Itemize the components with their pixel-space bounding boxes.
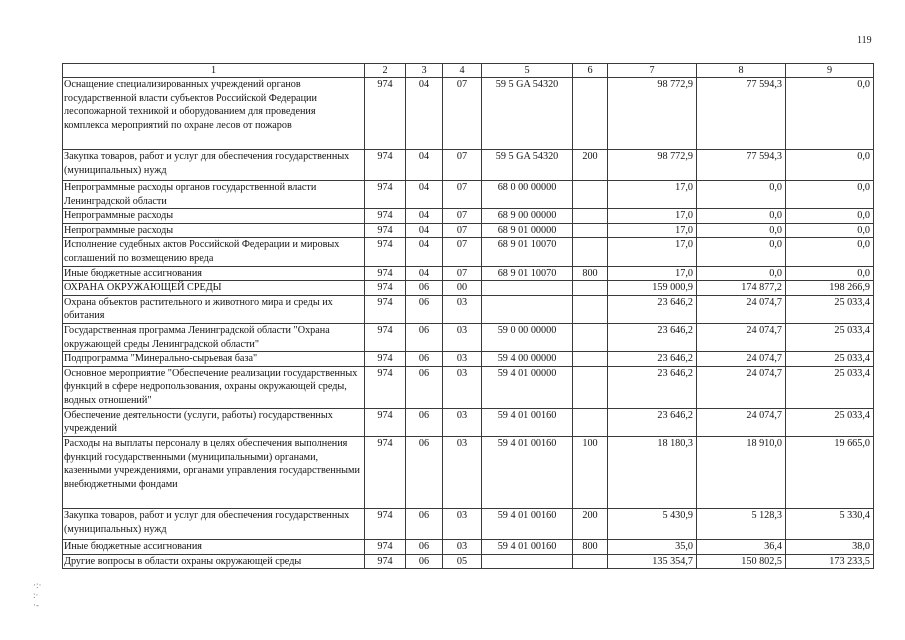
cell-code-6 (573, 323, 608, 351)
column-header: 9 (786, 64, 874, 78)
cell-code-5: 59 4 01 00160 (482, 436, 573, 508)
cell-code-6 (573, 238, 608, 266)
cell-value-8: 18 910,0 (697, 436, 786, 508)
cell-value-9: 25 033,4 (786, 295, 874, 323)
cell-value-9: 25 033,4 (786, 323, 874, 351)
margin-mark: ·:· (33, 580, 42, 590)
cell-code-3: 06 (406, 554, 443, 569)
cell-code-3: 06 (406, 436, 443, 508)
table-row (63, 150, 874, 181)
cell-code-2: 974 (365, 323, 406, 351)
cell-code-5: 68 0 00 00000 (482, 181, 573, 209)
cell-code-5: 59 4 01 00160 (482, 508, 573, 539)
cell-value-8: 0,0 (697, 266, 786, 281)
table-row (63, 209, 874, 224)
cell-code-3: 04 (406, 266, 443, 281)
cell-value-9: 0,0 (786, 150, 874, 181)
cell-value-7: 23 646,2 (608, 295, 697, 323)
cell-code-6 (573, 366, 608, 408)
cell-code-5: 59 4 01 00160 (482, 539, 573, 554)
cell-code-5: 59 4 00 00000 (482, 352, 573, 367)
cell-code-2: 974 (365, 209, 406, 224)
cell-value-9: 38,0 (786, 539, 874, 554)
cell-code-4: 03 (443, 366, 482, 408)
row-name: Основное мероприятие "Обеспечение реализации государственных функций в сфере недропользования, охраны окружающей среды, водных отношений" (63, 366, 365, 408)
cell-value-9: 173 233,5 (786, 554, 874, 569)
cell-code-3: 06 (406, 352, 443, 367)
page-number: 119 (857, 35, 872, 46)
cell-value-7: 98 772,9 (608, 78, 697, 150)
cell-value-9: 19 665,0 (786, 436, 874, 508)
cell-code-2: 974 (365, 78, 406, 150)
cell-code-4: 00 (443, 281, 482, 296)
cell-code-5 (482, 554, 573, 569)
column-header: 6 (573, 64, 608, 78)
cell-value-7: 35,0 (608, 539, 697, 554)
cell-value-9: 25 033,4 (786, 352, 874, 367)
cell-code-4: 07 (443, 209, 482, 224)
margin-mark: :· (33, 590, 39, 600)
cell-value-8: 174 877,2 (697, 281, 786, 296)
cell-code-4: 07 (443, 266, 482, 281)
cell-code-2: 974 (365, 352, 406, 367)
cell-code-3: 06 (406, 323, 443, 351)
table-row (63, 554, 874, 569)
cell-code-4: 03 (443, 295, 482, 323)
cell-value-8: 36,4 (697, 539, 786, 554)
row-name: Охрана объектов растительного и животного мира и среды их обитания (63, 295, 365, 323)
cell-code-2: 974 (365, 539, 406, 554)
table-row (63, 281, 874, 296)
cell-value-7: 18 180,3 (608, 436, 697, 508)
cell-value-8: 24 074,7 (697, 408, 786, 436)
column-header: 1 (63, 64, 365, 78)
cell-code-4: 07 (443, 150, 482, 181)
cell-value-7: 135 354,7 (608, 554, 697, 569)
cell-value-8: 24 074,7 (697, 323, 786, 351)
cell-value-9: 0,0 (786, 223, 874, 238)
table-row (63, 408, 874, 436)
cell-code-4: 05 (443, 554, 482, 569)
table-body (63, 64, 874, 569)
cell-value-7: 23 646,2 (608, 323, 697, 351)
row-name: Подпрограмма "Минерально-сырьевая база" (63, 352, 365, 367)
cell-value-7: 17,0 (608, 266, 697, 281)
cell-value-8: 77 594,3 (697, 78, 786, 150)
row-name: Государственная программа Ленинградской области "Охрана окружающей среды Ленинградской области" (63, 323, 365, 351)
table-row (63, 181, 874, 209)
row-name: ОХРАНА ОКРУЖАЮЩЕЙ СРЕДЫ (63, 281, 365, 296)
cell-value-9: 0,0 (786, 78, 874, 150)
cell-code-6 (573, 554, 608, 569)
cell-value-8: 77 594,3 (697, 150, 786, 181)
cell-code-4: 03 (443, 352, 482, 367)
row-name: Расходы на выплаты персоналу в целях обеспечения выполнения функций государственными (муниципальными) органами, казенными учреждениями, органами управления государственными внебюджетными фондами (63, 436, 365, 508)
row-name: Другие вопросы в области охраны окружающей среды (63, 554, 365, 569)
cell-code-5: 59 5 GA 54320 (482, 150, 573, 181)
cell-code-3: 04 (406, 238, 443, 266)
column-header: 2 (365, 64, 406, 78)
cell-value-9: 0,0 (786, 209, 874, 224)
cell-code-5: 59 0 00 00000 (482, 323, 573, 351)
cell-value-8: 0,0 (697, 181, 786, 209)
table-row (63, 295, 874, 323)
cell-value-8: 0,0 (697, 209, 786, 224)
row-name: Непрограммные расходы органов государственной власти Ленинградской области (63, 181, 365, 209)
cell-code-4: 03 (443, 508, 482, 539)
cell-value-8: 0,0 (697, 223, 786, 238)
cell-value-7: 159 000,9 (608, 281, 697, 296)
row-name: Закупка товаров, работ и услуг для обеспечения государственных (муниципальных) нужд (63, 150, 365, 181)
cell-code-3: 04 (406, 181, 443, 209)
cell-code-5: 68 9 01 10070 (482, 266, 573, 281)
cell-code-6 (573, 78, 608, 150)
budget-table (62, 63, 874, 569)
cell-value-7: 23 646,2 (608, 408, 697, 436)
cell-code-3: 06 (406, 281, 443, 296)
cell-code-6: 200 (573, 150, 608, 181)
cell-code-2: 974 (365, 281, 406, 296)
cell-value-9: 25 033,4 (786, 408, 874, 436)
cell-code-4: 07 (443, 181, 482, 209)
table-row (63, 323, 874, 351)
cell-code-6: 800 (573, 266, 608, 281)
column-header: 4 (443, 64, 482, 78)
table-row (63, 366, 874, 408)
row-name: Непрограммные расходы (63, 223, 365, 238)
margin-mark: ·- (33, 600, 39, 610)
table-row (63, 508, 874, 539)
cell-value-9: 0,0 (786, 266, 874, 281)
margin-marks (33, 580, 42, 610)
cell-code-2: 974 (365, 554, 406, 569)
cell-code-5: 68 9 01 10070 (482, 238, 573, 266)
cell-value-9: 25 033,4 (786, 366, 874, 408)
cell-code-6 (573, 281, 608, 296)
table-row (63, 436, 874, 508)
cell-code-6: 800 (573, 539, 608, 554)
cell-code-6 (573, 295, 608, 323)
cell-value-7: 98 772,9 (608, 150, 697, 181)
row-name: Закупка товаров, работ и услуг для обеспечения государственных (муниципальных) нужд (63, 508, 365, 539)
cell-code-3: 06 (406, 539, 443, 554)
table-row (63, 539, 874, 554)
cell-code-4: 03 (443, 408, 482, 436)
cell-value-8: 0,0 (697, 238, 786, 266)
table-header-row (63, 64, 874, 78)
cell-code-5: 68 9 00 00000 (482, 209, 573, 224)
cell-code-2: 974 (365, 266, 406, 281)
cell-code-3: 04 (406, 223, 443, 238)
cell-code-4: 07 (443, 223, 482, 238)
cell-code-2: 974 (365, 408, 406, 436)
column-header: 3 (406, 64, 443, 78)
cell-value-8: 24 074,7 (697, 352, 786, 367)
cell-code-5: 59 4 01 00000 (482, 366, 573, 408)
row-name: Непрограммные расходы (63, 209, 365, 224)
cell-code-2: 974 (365, 238, 406, 266)
cell-code-6 (573, 408, 608, 436)
cell-code-5: 59 5 GA 54320 (482, 78, 573, 150)
cell-code-3: 06 (406, 508, 443, 539)
table-row (63, 78, 874, 150)
cell-code-6 (573, 223, 608, 238)
cell-code-5 (482, 281, 573, 296)
cell-code-5 (482, 295, 573, 323)
cell-code-2: 974 (365, 181, 406, 209)
cell-code-6: 100 (573, 436, 608, 508)
cell-code-4: 03 (443, 323, 482, 351)
cell-code-2: 974 (365, 366, 406, 408)
row-name: Исполнение судебных актов Российской Федерации и мировых соглашений по возмещению вреда (63, 238, 365, 266)
table-row (63, 352, 874, 367)
table-row (63, 266, 874, 281)
cell-code-3: 04 (406, 209, 443, 224)
column-header: 7 (608, 64, 697, 78)
cell-code-4: 03 (443, 539, 482, 554)
table-row (63, 238, 874, 266)
cell-value-7: 17,0 (608, 238, 697, 266)
cell-code-4: 07 (443, 238, 482, 266)
row-name: Иные бюджетные ассигнования (63, 539, 365, 554)
cell-value-7: 23 646,2 (608, 366, 697, 408)
row-name: Иные бюджетные ассигнования (63, 266, 365, 281)
cell-code-6 (573, 209, 608, 224)
cell-value-9: 0,0 (786, 238, 874, 266)
cell-code-2: 974 (365, 508, 406, 539)
cell-code-4: 07 (443, 78, 482, 150)
cell-value-8: 24 074,7 (697, 366, 786, 408)
column-header: 5 (482, 64, 573, 78)
cell-value-7: 17,0 (608, 209, 697, 224)
table-row (63, 223, 874, 238)
cell-value-9: 5 330,4 (786, 508, 874, 539)
cell-code-2: 974 (365, 150, 406, 181)
cell-code-2: 974 (365, 223, 406, 238)
cell-value-8: 24 074,7 (697, 295, 786, 323)
cell-value-9: 0,0 (786, 181, 874, 209)
cell-code-3: 06 (406, 295, 443, 323)
row-name: Обеспечение деятельности (услуги, работы) государственных учреждений (63, 408, 365, 436)
cell-code-6 (573, 181, 608, 209)
column-header: 8 (697, 64, 786, 78)
cell-code-3: 06 (406, 366, 443, 408)
cell-value-8: 150 802,5 (697, 554, 786, 569)
cell-code-3: 06 (406, 408, 443, 436)
cell-code-3: 04 (406, 150, 443, 181)
cell-code-5: 68 9 01 00000 (482, 223, 573, 238)
cell-code-2: 974 (365, 436, 406, 508)
cell-code-6: 200 (573, 508, 608, 539)
cell-code-3: 04 (406, 78, 443, 150)
cell-value-7: 17,0 (608, 223, 697, 238)
cell-code-6 (573, 352, 608, 367)
row-name: Оснащение специализированных учреждений органов государственной власти субъектов Российской Федерации лесопожарной техникой и оборудованием для проведения комплекса мероприятий по охране лесов от пожаров (63, 78, 365, 150)
cell-code-4: 03 (443, 436, 482, 508)
cell-code-5: 59 4 01 00160 (482, 408, 573, 436)
cell-value-8: 5 128,3 (697, 508, 786, 539)
cell-value-9: 198 266,9 (786, 281, 874, 296)
cell-value-7: 23 646,2 (608, 352, 697, 367)
cell-value-7: 5 430,9 (608, 508, 697, 539)
cell-value-7: 17,0 (608, 181, 697, 209)
cell-code-2: 974 (365, 295, 406, 323)
